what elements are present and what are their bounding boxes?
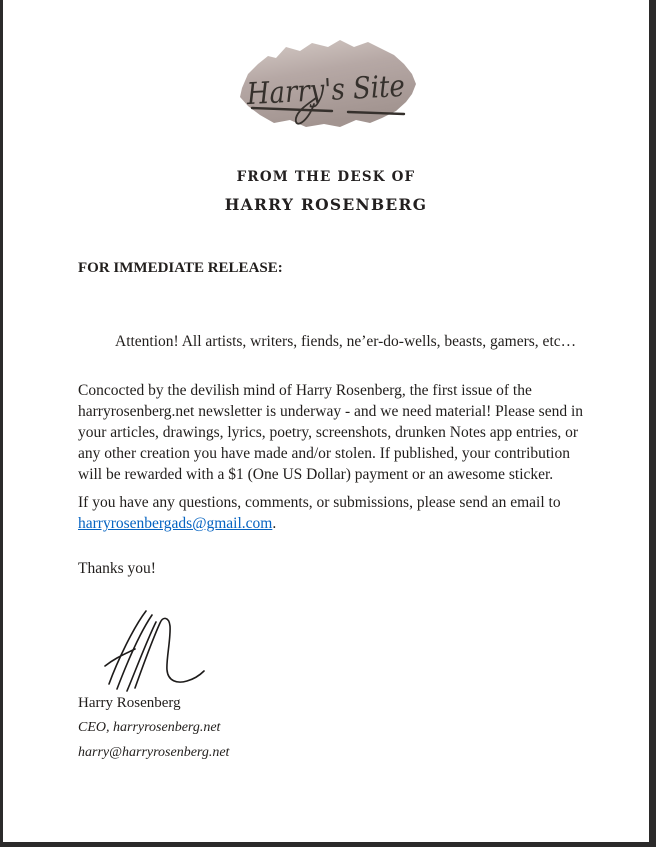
contact-text-before: If you have any questions, comments, or submissions, please send an email to (78, 494, 561, 511)
contact-paragraph (78, 492, 588, 534)
signature-image (89, 604, 207, 696)
email-link[interactable]: harryrosenbergads@gmail.com (78, 515, 273, 532)
release-label: FOR IMMEDIATE RELEASE: (78, 260, 283, 276)
signature-title: CEO, harryrosenberg.net (78, 720, 221, 735)
signature-name: Harry Rosenberg (78, 695, 181, 711)
closing-line: Thanks you! (78, 560, 156, 577)
signature-stroke-5 (135, 618, 204, 688)
body-paragraph: Concocted by the devilish mind of Harry Rosenberg, the first issue of the harryrosenberg.net newsletter is underway - and we need material! Please send in your articles, drawings, lyrics, poetry, screenshots, drunken Notes app entries, or any other creation you have made and/or stolen. If published, your contribution will be rewarded with a $1 (One US Dollar) payment or an awesome sticker. (78, 382, 583, 483)
letter-page (3, 0, 649, 842)
signature-email: harry@harryrosenberg.net (78, 745, 230, 760)
signature-scribble (89, 604, 207, 696)
letterhead-line1: FROM THE DESK OF (236, 169, 416, 185)
logo-text: Harry's Site (246, 67, 424, 113)
attention-line: Attention! All artists, writers, fiends, ne’er-do-wells, beasts, gamers, etc… (115, 333, 577, 350)
harrys-site-logo (228, 34, 424, 138)
torn-paper-logo-image (228, 34, 424, 138)
letterhead-line2: HARRY ROSENBERG (224, 195, 428, 214)
contact-text-after: . (272, 515, 277, 532)
